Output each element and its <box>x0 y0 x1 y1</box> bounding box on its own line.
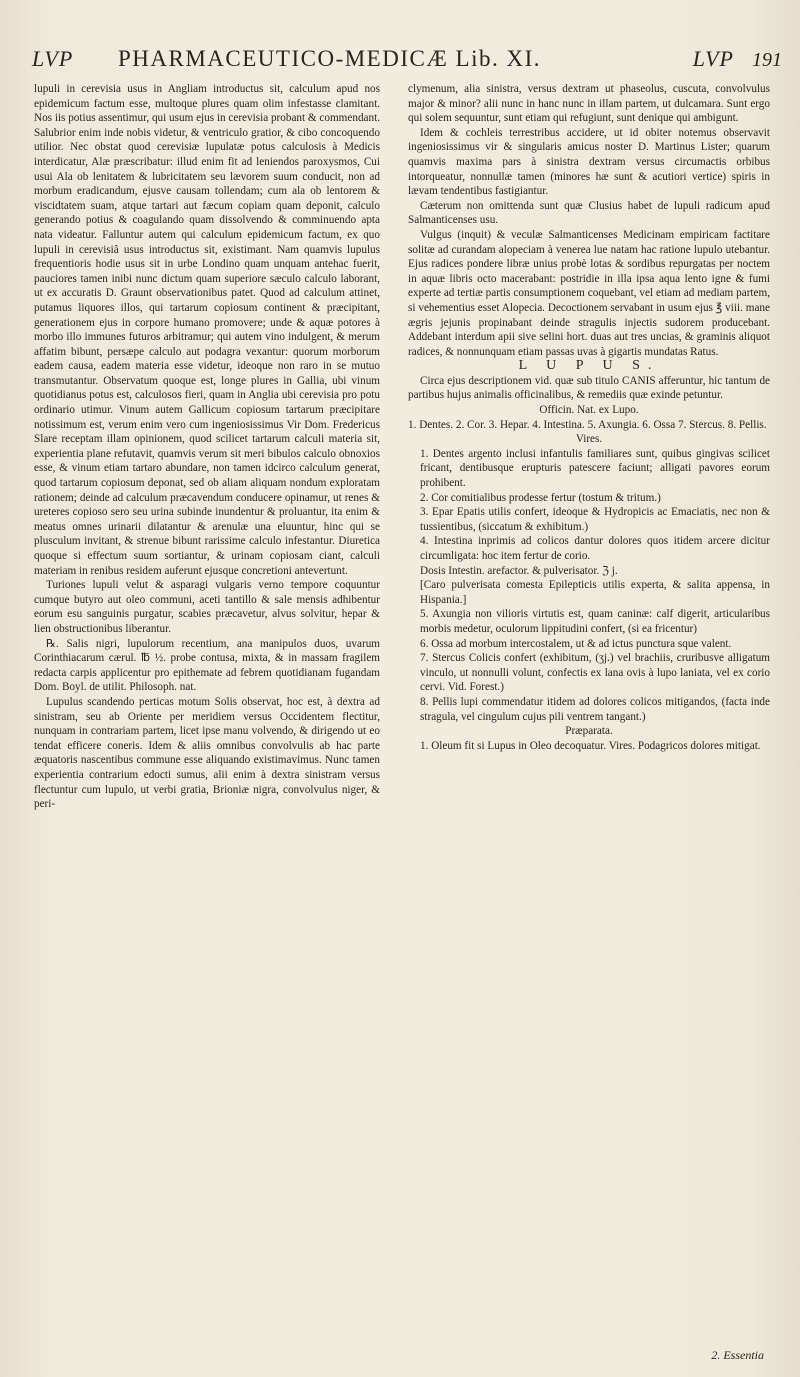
section-intro: Circa ejus descriptionem vid. quæ sub titulo CANIS afferuntur, hic tantum de partibus hujus animalis officinalibus, & remediis quæ exinde petuntur. <box>408 374 770 402</box>
list-item: Dosis Intestin. arefactor. & pulverisator. ℨ j. <box>420 564 618 577</box>
list-item: 4. Intestina inprimis ad colicos dantur dolores quos itidem arcere dicitur circumligata: hoc item fertur de corio. <box>420 535 770 562</box>
running-header <box>32 46 782 76</box>
vires-list <box>408 447 770 724</box>
vires-heading: Vires. <box>575 433 603 446</box>
paragraph: Turiones lupuli velut & asparagi vulgaris verno tempore coquuntur cumque butyro aut oleo communi, aceti tantillo & sale mensis adhibentur eorum esu sanguinis purgatur, scabies præcavetur, alvus solvitur, hepar & lien obstructionibus liberantur. <box>34 579 380 635</box>
page-number: 191 <box>752 49 782 71</box>
parts-list: 1. Dentes. 2. Cor. 3. Hepar. 4. Intestina. 5. Axungia. 6. Ossa 7. Stercus. 8. Pellis. <box>408 418 767 431</box>
paragraph: Lupulus scandendo perticas motum Solis observat, hoc est, à dextra ad sinistram, seu ab Oriente per meridiem versus Occidentem flectitur, nunquam in contrariam partem, licet ipse manu volvendo, & dirigendo ut eo tendat efficere coneris. Idem & aliis omnibus convolvulis ab hac parte æquatoris nascentibus commune esse aliquando existimavimus. Nunc tamen experientia contrarium edocti sumus, alii enim à dextra sinistram versus flectuntur cum lupulo, ut verbi gratia, Brioniæ nigra, convolvulus niger, & peri- <box>34 695 380 811</box>
officinal-heading: Officin. Nat. ex Lupo. <box>539 404 639 417</box>
paragraph: clymenum, alia sinistra, versus dextram ut phaseolus, cuscuta, convolvulus major & minor? alii nunc in hanc nunc in illam partem, ut dulcamara. Sunt ergo qui solem sequuntur, sunt etiam qui refugiunt, sunt denique qui ambigunt. <box>408 83 770 125</box>
paragraph: Vulgus (inquit) & veculæ Salmanticenses Medicinam empiricam factitare solitæ ad curandam alopeciam à venerea lue natam hac ratione lupulo utebantur. Ejus radices pondere libræ unius probè lotas & sordibus repurgatas per noctem in aquæ libris octo macerabant: postridie in illa ipsa aqua lento igne & fumi experte ad tertiæ partis consumptionem coquebant, vel etiam ad mediam partem, si vehementius esset Alopecia. Decoctionem servabant in usum ejus ℥ viii. mane ægris jejunis propinabant deinde stragulis injectis sudorem producebant. Addebant interdum apii sive selini hort. duas aut tres uncias, & graminis aliquot radices, & nonnunquam etiam passas uvas à gigartis mundatas Ratus. <box>408 228 770 358</box>
list-item: 1. Dentes argento inclusi infantulis familiares sunt, quibus gingivas scilicet fricant, dentibusque erupturis patescere faciunt; alligati pavores eorum prohibent. <box>420 447 770 490</box>
header-right-mark: LVP <box>692 46 734 71</box>
paragraph: lupuli in cerevisia usus in Angliam introductus sit, calculum apud nos epidemicum factum esse, multoque plures quam olim infestasse clamitant. Nos iis potius assentimur, qui usum ejus in cerevisia probant & commendant. Salubrior enim inde nobis videtur, & ventriculo gratior, & cibo concoquendo utilior. Nec obstat quod cerevisiæ lupulatæ potus calculosis à Medicis interdicatur, Alæ præscribatur: illud enim fit ad leniendos paroxysmos, Cui usui Ala ob lenitatem & lubricitatem seu lævorem suum conducit, non ad morbum eradicandum, ejusve causam tollendam; cum ala ob lentorem & viscidtatem suam, atque tartari aut fæcum copiam quam deponit, calculo generando potius & coagulando quam dissolvendo & comminuendo apta nata videatur. Falluntur autem qui calculum epidemicum factum, ex quo lupuli in cerevisiâ usus introductus sit, existimant. Nam quamvis lupulus frequentioris hodie usus sit in urbe Londino quam unquam antehac fuerit, pauciores tamen inibi nunc dictum quam superiore sæculo calculo laborant, ut ex accuratis D. Graunt observationibus patet. Quod ad calculum attinet, putamus liquores illos, qui tartarum copiosum continent & præcipitant, generationem ejus in corpore humano promovere; unde & aquæ potores à morbo illo immunes futuros arbitramur; qui autem vino indulgent, & merum affatim bibunt, persæpe calculo aut podagra vexantur: quorum morborum eadem causa, eadem materia esse videtur, ideoque non raro in se mutuo transmutantur. Observatum quoque est, longe plures in Gallia, ubi vinum quotidianus potus est, calculosos fieri, quam in Anglia ubi cerevisia pro potu ordinario utimur. Vinum autem Gallicum copiosum tartarum præcipitare notissimum est, verum enim vero cum ingeniosissimus Vir Dom. Fredericus Slare receptam illam opinionem, quod scilicet tartarum calculi materia sit, experientia plane refutavit, quamvis verum sit meri bibulos calculo obnoxios esse, & vinum etiam tartaro abundare, non tamen idcirco calculum generat, quod tartarum copiosum deponat, sed ob aliam aliquam nondum exploratam rationem; deinde ad calculum præcavendum conducere opinamur, ut renes & ureteres copioso sero seu urina subinde inundentur & proluantur, ita enim & meatus omnes urinarii dilatantur & arenulæ una eluuntur, hinc qui se plusculum invitant, & strenue bibunt rarissime calculo infestantur. Diuretica quoque si effectum suum sortiantur, & urinam copiosam ciant, calculi materiam in renibus residem auferunt ejusque concretioni antevertunt. <box>34 83 380 577</box>
section-heading: L U P U S. <box>518 358 660 374</box>
paragraph: Cæterum non omittenda sunt quæ Clusius habet de lupuli radicum apud Salmanticenses usu. <box>408 199 770 227</box>
list-item: 1. Oleum fit si Lupus in Oleo decoquatur. Vires. Podagricos dolores mitigat. <box>420 739 761 752</box>
list-item: 5. Axungia non vilioris virtutis est, quam caninæ: calf digerit, articularibus morbis medetur, oculorum lippitudini confert, (si ea fricentur) <box>420 608 770 635</box>
list-item: 7. Stercus Colicis confert (exhibitum, (ʒj.) vel brachiis, cruribusve alligatum vinculo, ut nonnulli volunt, confectis ex lana ovis à lupo laniata, vel ex corio cervi. Vid. Forest.) <box>420 652 770 694</box>
recipe-paragraph: ℞. Salis nigri, lupulorum recentium, ana manipulos duos, uvarum Corinthiacarum cærul. ℔ ½. probe contusa, mixta, & in massam fragilem redacta carpis applicentur pro epithemate ad febrem quotidianam fugandam Dom. Boyl. de utilit. Philosoph. nat. <box>34 637 380 694</box>
list-item: [Caro pulverisata comesta Epilepticis utilis experta, & salita appensa, in Hispania.] <box>420 579 770 606</box>
catchword: 2. Essentia <box>711 1348 764 1362</box>
praeparata-list <box>408 739 770 754</box>
list-item: 8. Pellis lupi commendatur itidem ad dolores colicos mitigandos, (facta inde stragula, vel cingulum cujus pili ventrem tangant.) <box>420 695 770 723</box>
left-column <box>34 82 380 1359</box>
paragraph: Idem & cochleis terrestribus accidere, ut id obiter notemus observavit ingeniosissimus vir & singularis amicus noster D. Martinus Lister; quarum quamvis maxima pars à sinistra dextram versus circumactis orbibus intorqueatur, nonnullæ tamen (minores hæ sunt & acutiori vertice) spiris in lævam tendentibus fastigiantur. <box>408 126 770 198</box>
list-item: 3. Epar Epatis utilis confert, ideoque & Hydropicis ac Emaciatis, nec non & tussientibus, (siccatum & exhibitum.) <box>420 506 770 533</box>
header-left-mark: LVP <box>32 46 74 71</box>
list-item: 6. Ossa ad morbum intercostalem, ut & ad ictus punctura sque valent. <box>420 637 732 650</box>
list-item: 2. Cor comitialibus prodesse fertur (tostum & tritum.) <box>420 491 661 504</box>
praeparata-heading: Præparata. <box>565 725 613 738</box>
right-column <box>408 82 770 1359</box>
header-title: PHARMACEUTICO-MEDICÆ Lib. XI. <box>118 46 541 71</box>
